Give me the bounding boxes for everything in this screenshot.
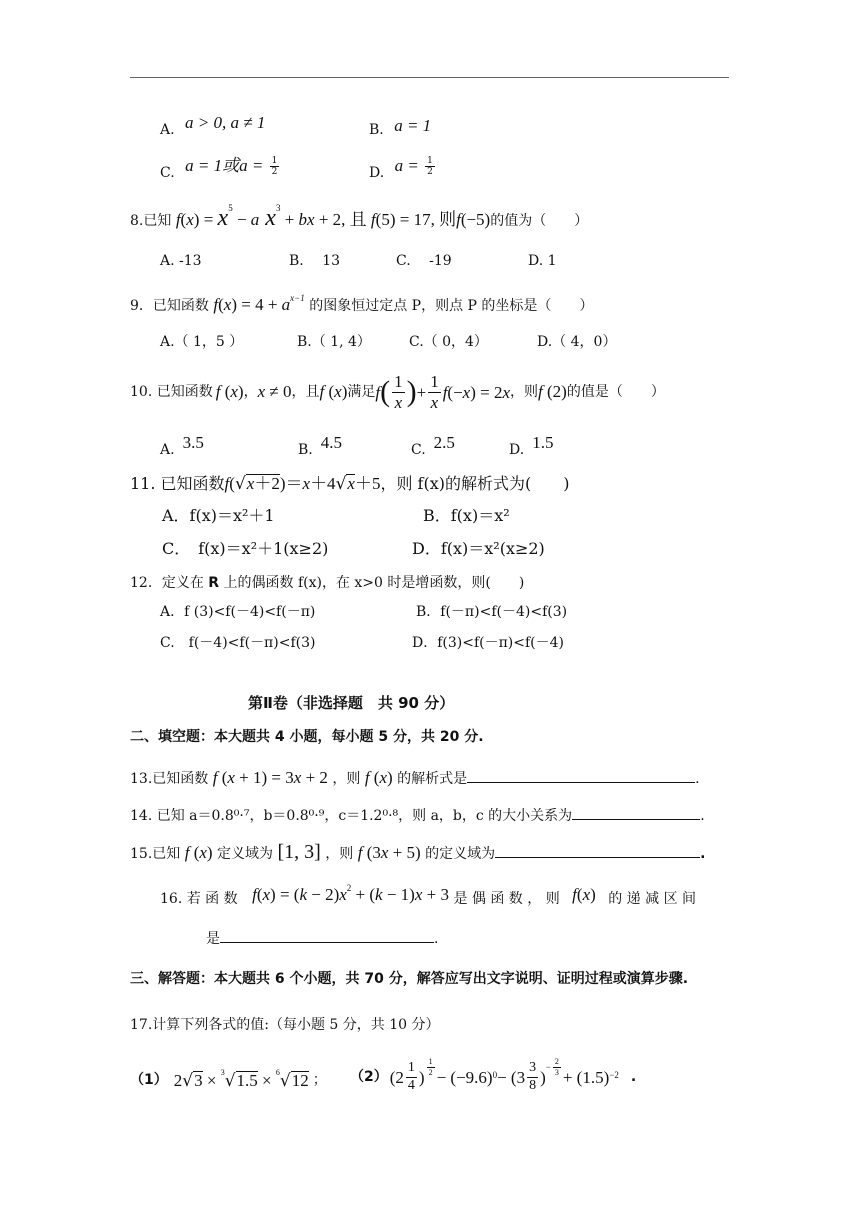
q11-option-a: A．f(x)＝x²＋1 [162,506,275,525]
section-three-title: 三、解答题：本大题共 6 个小题，共 70 分，解答应写出文字说明、证明过程或演算步骤. [130,971,689,987]
q10-satisfy: 满足 [347,384,376,400]
q10-option-a: A. 3.5 [160,433,204,458]
q12-stem: 12．定义在 R 上的偶函数 f(x)，在 x>0 时是增函数，则( ) [130,575,525,591]
q17-stem: 17.计算下列各式的值:（每小题 5 分，共 10 分） [130,1017,440,1033]
q12-option-b: B．f(－π)<f(－4)<f(3) [416,604,568,620]
part-two-title: 第Ⅱ卷（非选择题 共 90 分） [248,694,455,712]
q10-option-b: B. 4.5 [298,433,342,458]
q16-line-two: 是 . [206,928,438,946]
q11-suffix: ，则 f(x)的解析式为( ) [380,474,570,493]
q12-real-set: R [208,575,220,591]
q12-option-c: C. f(－4)<f(－π)<f(3) [160,635,316,651]
q14-answer-blank[interactable] [572,805,700,820]
q7-option-b-label: B. [369,122,384,138]
q9-option-a: A.（ 1，5 ） [160,334,244,350]
q10-stem: 10. 已知函数 f (x) ， x ≠ 0 ，且 f (x) 满足 f ( $\frac{1}{x}$ ) + $\frac{1}{x}$ f (− x ) = 2 x ，则 f (2) 的值是（ ） [130,371,665,412]
q8-option-c: C. -19 [396,253,452,269]
q7-option-d-fraction: $\frac{1}{2}$ [427,156,433,178]
q14-stem: 14. 已知 a＝0.8⁰·⁷，b＝0.8⁰·⁹，c＝1.2⁰·⁸，则 a，b，c 的大小关系为 . [130,805,705,823]
q9-stem [130,293,594,314]
q16-stem: 16. 若 函 数 $f(x) = (k - 2)x^2 + (k - 1)x + 3$ 是 偶 函 数 ， 则 f(x) 的 递 减 区 间 [160,883,697,907]
q17-part-two: （2） (2 $\frac{1}{4}$ ) $^{\frac{1}{2}}$ − (−9.6) $^0$ − (3 $\frac{3}{8}$ ) $^{- \frac{2}{3}}$ + (1.5) $^{-2}$ . [350,1057,637,1093]
q11-stem [130,474,569,493]
q11-option-b: B．f(x)＝x² [423,506,510,525]
q10-option-c: C. 2.5 [411,433,455,458]
q8-prefix: 8.已知 [130,213,172,229]
q7-option-d [369,155,437,184]
q7-option-d-label: D. [369,164,385,181]
q7-option-b [369,116,432,138]
q9-option-b: B.（ 1, 4） [297,334,371,350]
section-two-title: 二、填空题：本大题共 4 小题，每小题 5 分，共 20 分. [130,729,484,745]
q8-suffix: 的值为（ ） [490,213,589,229]
q7-option-a [160,113,266,138]
q11-formula: f(√x＋2)＝x＋4√x＋5 [224,474,381,494]
q8-option-d: D. 1 [528,253,557,269]
q7-option-d-math: a = [394,155,424,175]
q17-part-one-label: （1） [130,1072,168,1088]
q9-suffix: 的图象恒过定点 P，则点 P 的坐标是（ ） [309,298,594,314]
q12-option-a: A．f (3)<f(－4)<f(－π) [160,604,316,620]
q8-formula: $f(x) = x^5 - a$ $x^3$ + bx + 2, 且 f(5) = 17, 则f(−5) [175,203,491,231]
q9-option-c: C.（ 0，4） [409,334,488,350]
q7-option-c-label: C. [160,164,175,181]
q15-stem: 15.已知 f (x) 定义域为 [1, 3] ，则 f (3x + 5) 的定义域为 . [130,841,706,863]
q7-option-c-fraction: $\frac{1}{2}$ [271,156,278,178]
q11-prefix: 11. 已知函数 [130,474,225,493]
q7-option-c-math: a = 1或a = [185,155,268,175]
q7-option-a-math: a > 0, a ≠ 1 [185,113,266,132]
q7-option-b-math: a = 1 [394,116,432,135]
q17-part-one: （1） 2√3 × $^3$√1.5 × $^6$√12 ； [130,1067,327,1091]
q11-option-c: C． f(x)＝x²＋1(x≥2) [162,539,329,558]
q8-stem [130,203,589,231]
q12-option-d: D．f(3)<f(－π)<f(－4) [412,635,565,651]
q10-comma: ， [243,384,258,400]
q10-equation: f ( $\frac{1}{x}$ ) + $\frac{1}{x}$ f (− x ) = 2 x [375,371,511,412]
q10-option-d: D. 1.5 [509,433,554,458]
q8-option-a: A. -13 [160,253,202,269]
q10-and: ，且 [291,384,320,400]
header-rule [130,77,729,78]
q15-answer-blank[interactable] [495,843,700,858]
q7-option-c [160,155,281,184]
q10-then: ，则 [510,384,539,400]
q8-option-b: B. 13 [289,253,341,269]
q17-part-two-label: （2） [350,1069,388,1085]
q9-prefix: 9．已知函数 [130,298,209,314]
q10-prefix: 10. 已知函数 [130,384,213,400]
q9-option-d: D.（ 4，0） [537,334,617,350]
q16-answer-blank[interactable] [220,928,434,943]
q13-stem: 13.已知函数 f (x + 1) = 3x + 2 ，则 f (x) 的解析式是 . [130,768,700,787]
q11-option-d: D．f(x)＝x²(x≥2) [412,539,545,558]
q13-answer-blank[interactable] [467,768,695,783]
q7-option-a-label: A. [160,122,175,138]
q9-formula: $f(x) = 4 + a^{x-1}$ [213,293,305,314]
q10-suffix: 的值是（ ） [566,384,665,400]
